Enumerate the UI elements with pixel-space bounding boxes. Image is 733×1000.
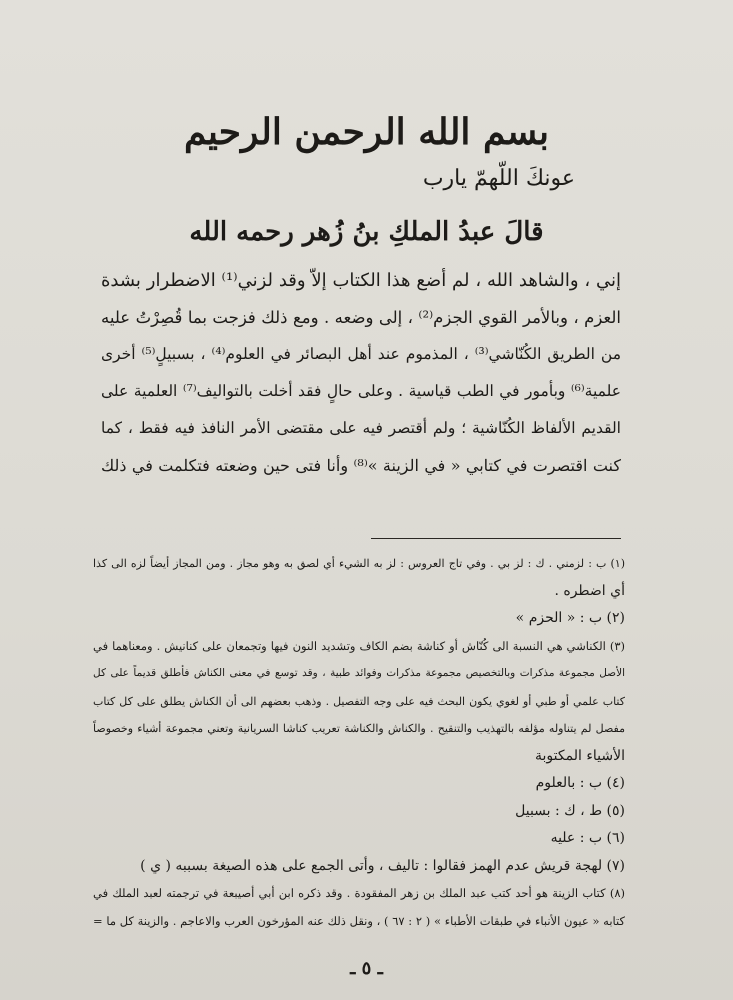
main-text-line: القديم الألفاظ الكُنّاشية ؛ ولم أقتصر فيه على مقتضى الأمر النافذ فيه فقط ، كما: [101, 419, 621, 437]
footnote-line: (١) ب : لزمني . ك : لز بي . وفي تاج العروس : لز به الشيء أي لصق به وهو مجاز . ومن المجاز أيضاً لزه الى كذا: [93, 557, 625, 570]
footnotes-block: [93, 550, 625, 935]
footnote-line: كتابه « عيون الأنباء في طبقات الأطباء » ( ٢ : ٦٧ ) ، ونقل ذلك عنه المؤرخون العرب والاعاجم . والزينة كل ما =: [93, 913, 625, 928]
main-text-block: [101, 262, 621, 484]
main-text-line: علمية⁽⁶⁾ وبأمور في الطب قياسية . وعلى حالٍ فقد أخلت بالتواليف⁽⁷⁾ العلمية على: [101, 382, 622, 400]
footnote-line: الأصل مجموعة مذكرات وبالتخصيص مجموعة مذكرات وفوائد طبية ، وقد توسع في معنى الكناش فأطلق قديماً على كل: [93, 667, 625, 679]
footnote-line: الأشياء المكتوبة: [535, 747, 625, 764]
footnote-separator: [371, 538, 621, 539]
footnote-line: مفصل لم يتناوله مؤلفه بالتهذيب والتنقيح . والكناش والكناشة تعريب كناشا السريانية وتعني مجموعة أشياء وخصوصاً: [93, 722, 625, 735]
footnote-line: (٧) لهجة قريش عدم الهمز فقالوا : تاليف ، وأتى الجمع على هذه الصيغة بسببه ( ي ): [140, 857, 625, 874]
footnote-line: (٥) ط ، ك : بسبيل: [515, 802, 625, 819]
footnote-line: أي اضطره .: [554, 582, 625, 599]
footnote-line: (٣) الكناشي هي النسبة الى كُنّاش أو كناشة بضم الكاف وتشديد النون فيها وتجمعان على كنانيش . ومعناهما في: [93, 638, 625, 653]
page-number: ـ ٥ ـ: [350, 958, 383, 979]
footnote-line: (٦) ب : عليه: [550, 830, 625, 846]
main-text-line: كنت اقتصرت في كتابي « في الزينة »⁽⁸⁾ وأنا فتى حين وضعته فتكلمت في ذلك: [101, 456, 622, 475]
footnote-line: (٨) كتاب الزينة هو أحد كتب عبد الملك بن زهر المفقودة . وقد ذكره ابن أبي أصيبعة في ترجمته لعبد الملك في: [93, 886, 625, 900]
bleed-through-text: [150, 10, 710, 90]
main-text-line: إني ، والشاهد الله ، لم أضع هذا الكتاب إلاّ وقد لزني⁽¹⁾ الاضطرار بشدة: [101, 270, 621, 291]
main-text-line: العزم ، وبالأمر القوي الجزم⁽²⁾ ، إلى وضعه . ومع ذلك فزجت بما قُصِرْتُ عليه: [101, 308, 622, 327]
footnote-line: كتاب علمي أو طبي أو لغوي يكون البحث فيه على وجه التفصيل . وذهب بعضهم الى أن الكناش يطلق على كل كتاب: [93, 694, 625, 708]
footnote-line: (٤) ب : بالعلوم: [535, 775, 625, 791]
basmala-heading: بسم الله الرحمن الرحيم: [183, 111, 550, 153]
main-text-line: من الطريق الكُنّاشي⁽³⁾ ، المذموم عند أهل البصائر في العلوم⁽⁴⁾ ، بسبيلٍ⁽⁵⁾ أخرى: [101, 345, 621, 363]
footnote-line: (٢) ب : « الحزم »: [515, 610, 625, 626]
invocation-line: عونكَ اللّهمّ يارب: [422, 166, 575, 191]
author-heading: قالَ عبدُ الملكِ بنُ زُهر رحمه الله: [189, 217, 544, 247]
